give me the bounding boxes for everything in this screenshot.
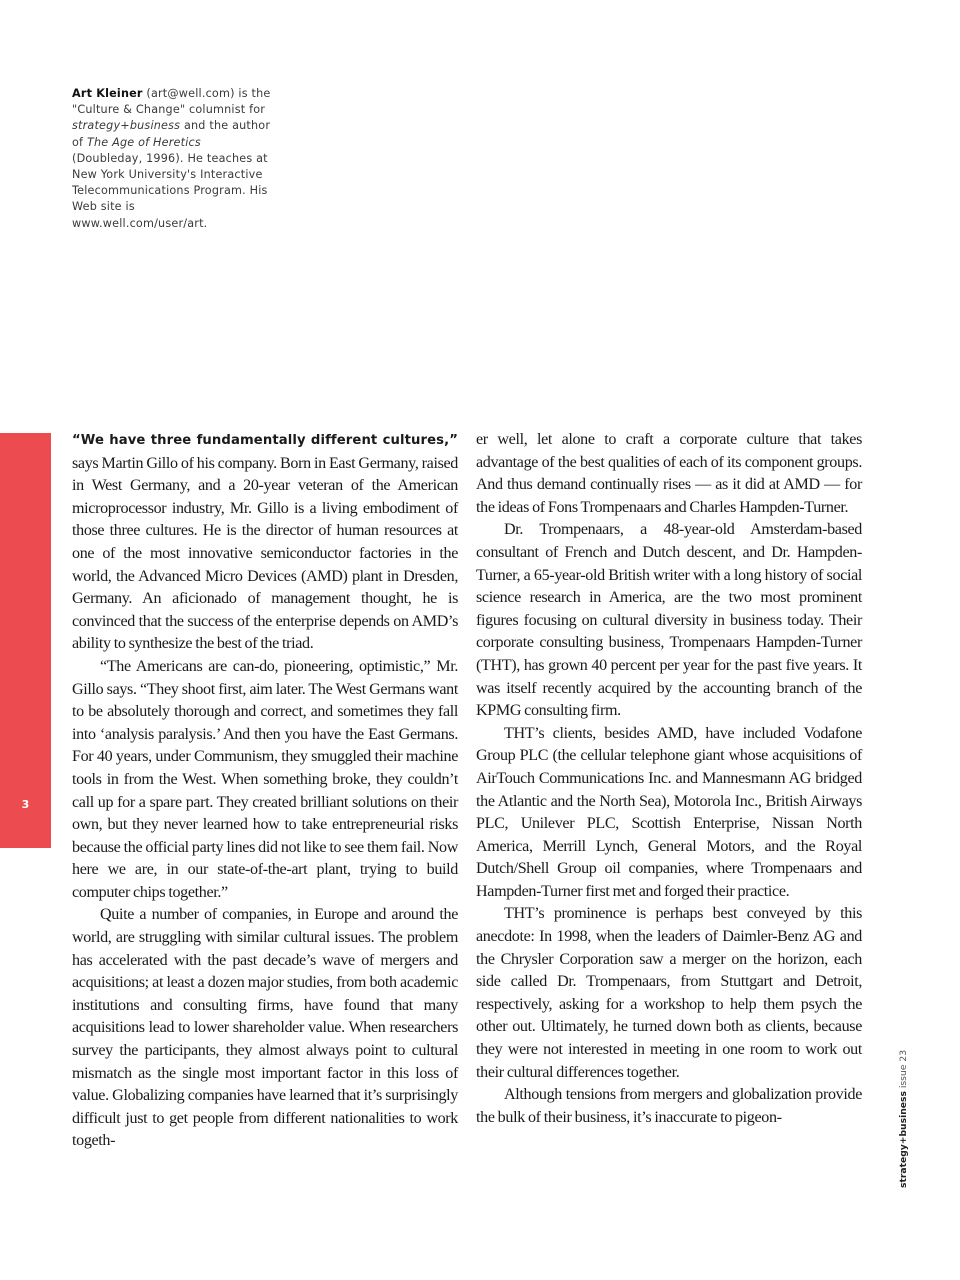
article-column-right	[476, 429, 862, 1129]
paragraph-text-part-1: Quite a number of companies, in Europe and around the world, are struggling with similar cultural issues. The problem has accelerated with the past decade’s wave of mergers and acquisitions; at least a dozen major studies, from both academic institutions and consulting firms, have found that many acquisitions lead to lower shareholder value. When researchers survey the participants, they almost always point to cultural mismatch as the single most important factor in this loss of value. Globalizing companies have learned that it’s surprisingly difficult just to get people from different nationalities to work togeth-	[72, 906, 458, 1150]
running-footer	[896, 1049, 912, 1188]
article-column-left	[72, 429, 458, 1153]
article-paragraph	[72, 429, 458, 656]
bio-publication: strategy+business	[72, 119, 181, 133]
author-name: Art Kleiner	[72, 87, 143, 100]
paragraph-text: says Martin Gillo of his company. Born in East Germany, raised in West Germany, and a 20-year veteran of the American microprocessor industry, Mr. Gillo is a living embodiment of those three cultures. He is the director of human resources at one of the most innovative semiconductor factories in the world, the Advanced Micro Devices (AMD) plant in Dresden, Germany. An aficionado of management thought, he is convinced that the success of the enterprise depends on AMD’s ability to synthesize the best of the triad.	[72, 454, 458, 653]
footer-brand: strategy+business	[898, 1091, 909, 1188]
footer-issue: issue 23	[898, 1049, 909, 1092]
author-email: (art@well.com)	[142, 87, 235, 100]
article-paragraph: THT’s prominence is perhaps best conveyed by this anecdote: In 1998, when the leaders of Daimler-Benz AG and the Chrysler Corporation saw a merger on the horizon, each side called Dr. Trompenaars, from Stuttgart and Detroit, respectively, asking for a workshop to help them psych the other out. Ultimately, he turned down both as clients, because they were not interested in meeting in one room to work out their cultural differences together.	[476, 905, 862, 1081]
article-paragraph-continued	[476, 429, 862, 519]
article-paragraph: “The Americans are can-do, pioneering, optimistic,” Mr. Gillo says. “They shoot first, aim later. The West Germans want to be absolutely thorough and correct, and sometimes they fall into ‘analysis paralysis.’ And then you have the East Germans. For 40 years, under Communism, they smuggled their machine tools in from the West. When something broke, they couldn’t call up for a spare part. They created brilliant solutions on their own, but they never learned how to take entrepreneurial risks because the official party lines did not like to see them fail. Now here we are, in our state-of-the-art plant, trying to build computer chips together.”	[72, 657, 458, 901]
article-paragraph	[72, 904, 458, 1153]
article-paragraph: Dr. Trompenaars, a 48-year-old Amsterdam-based consultant of French and Dutch descent, and Dr. Hampden-Turner, a 65-year-old British writer with a long history of social science research in America, are the two most prominent figures focusing on cultural diversity in business today. Their corporate consulting business, Trompenaars Hampden-Turner (THT), has grown 40 percent per year for the past five years. It was itself recently acquired by the accounting branch of the KPMG consulting firm.	[476, 521, 862, 720]
bio-book-title: The Age of Heretics	[86, 135, 201, 149]
lead-quote: “We have three fundamentally different cultures,”	[72, 433, 458, 448]
bio-text-2: and the author of	[72, 119, 271, 149]
author-bio	[72, 86, 272, 232]
bio-text-1: is the "Culture & Change" columnist for	[72, 87, 271, 117]
bio-text-3: (Doubleday, 1996). He teaches at New York University's Interactive Telecommunications Program. His Web site is www.well.com/user/art.	[72, 151, 268, 230]
article-paragraph: Although tensions from mergers and globalization provide the bulk of their business, it’s inaccurate to pigeon-	[476, 1086, 862, 1126]
article-paragraph: THT’s clients, besides AMD, have included Vodafone Group PLC (the cellular telephone giant whose acquisitions of AirTouch Communications Inc. and Mannesmann AG bridged the Atlantic and the North Sea), Motorola Inc., British Airways PLC, Unilever PLC, Scottish Enterprise, Nissan North America, Merrill Lynch, General Motors, and the Royal Dutch/Shell Group oil companies, where Trompenaars and Hampden-Turner first met and forged their practice.	[476, 724, 862, 900]
paragraph-text-part-2: er well, let alone to craft a corporate culture that takes advantage of the best qualities of each of its component groups. And thus demand continually rises — as it did at AMD — for the ideas of Fons Trompenaars and Charles Hampden-Turner.	[476, 431, 862, 516]
page-number: 3	[21, 798, 30, 811]
section-label	[0, 470, 14, 885]
